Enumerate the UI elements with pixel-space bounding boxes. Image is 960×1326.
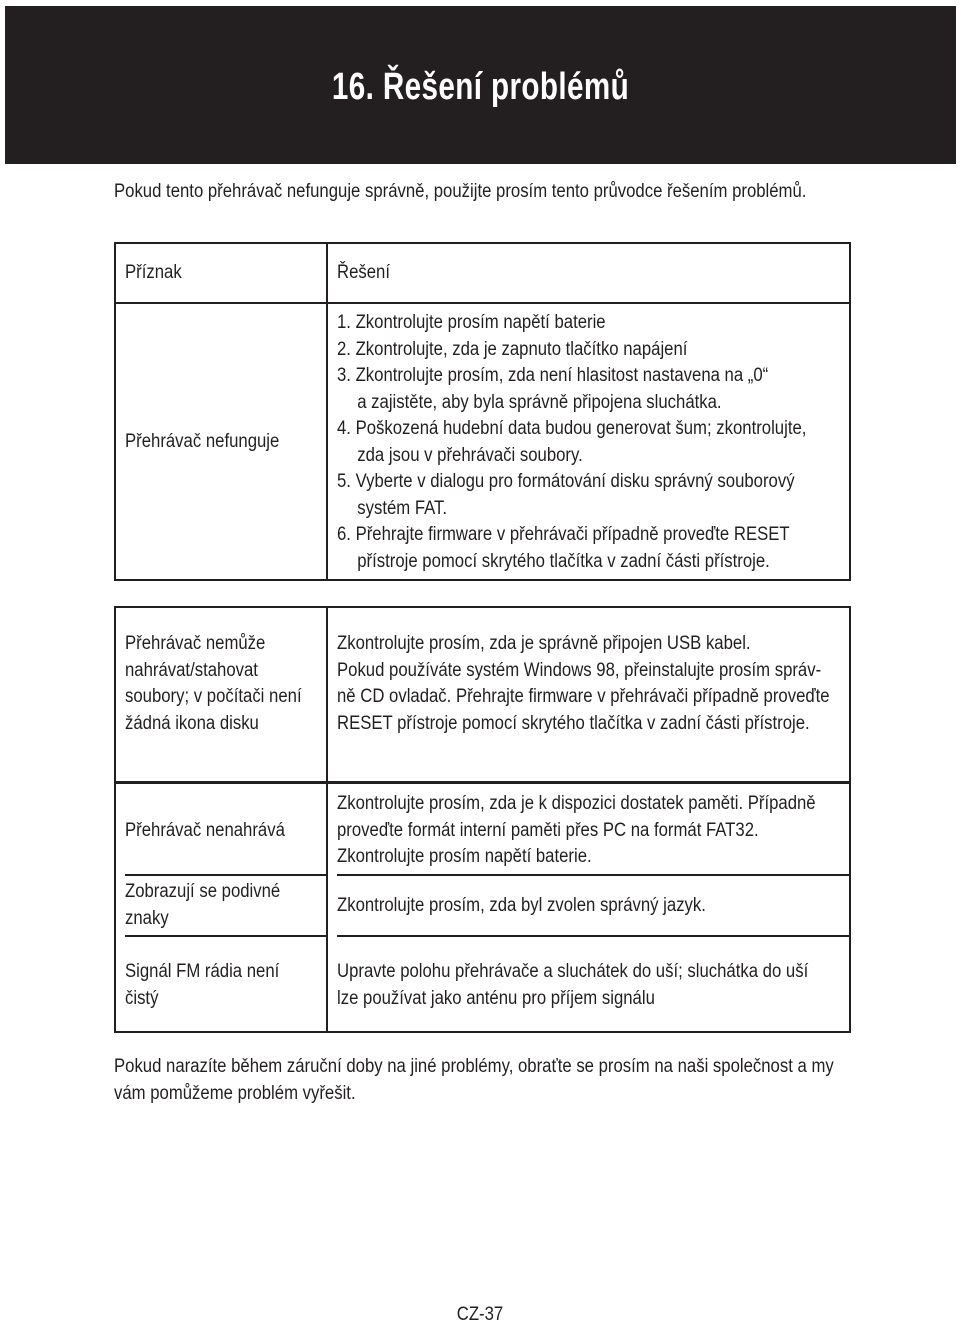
symptom-line: nahrávat/stahovat	[125, 659, 258, 681]
symptom-line: čistý	[125, 987, 159, 1009]
symptom-line: soubory; v počítači není	[125, 686, 302, 707]
solution-line: 4. Poškozená hudební data budou generovat šum; zkontrolujte,	[337, 418, 807, 439]
troubleshoot-table-2	[114, 606, 851, 783]
footer-line: Pokud narazíte během záruční doby na jiné problémy, obraťte se prosím na naši společnost a my	[114, 1056, 834, 1077]
symptom-fm-signal	[125, 959, 279, 1012]
symptom-line: Přehrávač nemůže	[125, 633, 266, 654]
solution-fm-signal	[337, 959, 808, 1012]
solution-line: Zkontrolujte prosím, zda je správně připojen USB kabel.	[337, 633, 751, 654]
footer-note	[114, 1053, 834, 1107]
column-divider	[326, 608, 328, 781]
solution-line: 3. Zkontrolujte prosím, zda není hlasitost nastavena na „0“	[337, 365, 769, 386]
solution-no-record	[337, 791, 816, 871]
symptom-line: Zobrazují se podivné	[125, 881, 281, 902]
symptom-strange-chars	[125, 879, 280, 932]
solution-cannot-transfer	[337, 631, 830, 737]
solution-line: Pokud používáte systém Windows 98, přeinstalujte prosím správ-	[337, 659, 822, 681]
solution-line: Zkontrolujte prosím, zda je k dispozici dostatek paměti. Případně	[337, 793, 816, 814]
row-divider	[337, 874, 849, 876]
symptom-cannot-transfer	[125, 631, 302, 737]
symptom-not-working: Přehrávač nefunguje	[125, 431, 280, 452]
solution-line: 1. Zkontrolujte prosím napětí baterie	[337, 312, 606, 333]
page-title: 16. Řešení problémů	[331, 66, 630, 108]
troubleshoot-table-1	[114, 242, 851, 581]
row-divider	[116, 302, 849, 304]
row-divider	[337, 935, 849, 937]
footer-line: vám pomůžeme problém vyřešit.	[114, 1083, 356, 1104]
solution-line: ně CD ovladač. Přehrajte firmware v přehrávači případně proveďte	[337, 686, 830, 707]
symptom-line: znaky	[125, 907, 169, 929]
solution-line: zda jsou v přehrávači soubory.	[357, 444, 583, 466]
solution-line: 2. Zkontrolujte, zda je zapnuto tlačítko napájení	[337, 338, 688, 360]
symptom-line: žádná ikona disku	[125, 712, 259, 734]
solution-not-working	[337, 310, 806, 575]
symptom-no-record: Přehrávač nenahrává	[125, 820, 285, 841]
solution-line: a zajistěte, aby byla správně připojena sluchátka.	[357, 391, 722, 413]
solution-line: proveďte formát interní paměti přes PC na formát FAT32.	[337, 819, 759, 841]
solution-line: 5. Vyberte v dialogu pro formátování disku správný souborový	[337, 471, 795, 492]
symptom-line: Signál FM rádia není	[125, 961, 280, 982]
solution-line: přístroje pomocí skrytého tlačítka v zadní části přístroje.	[357, 550, 770, 572]
troubleshoot-table-3	[114, 782, 851, 1033]
solution-line: lze používat jako anténu pro příjem signálu	[337, 987, 655, 1009]
header-solution: Řešení	[337, 262, 390, 283]
solution-line: 6. Přehrajte firmware v přehrávači případně proveďte RESET	[337, 524, 790, 545]
row-divider	[125, 935, 326, 937]
solution-line: RESET přístroje pomocí skrytého tlačítka v zadní části přístroje.	[337, 712, 810, 734]
column-divider	[326, 244, 328, 579]
page-number: CZ-37	[456, 1304, 504, 1325]
solution-line: Zkontrolujte prosím napětí baterie.	[337, 846, 592, 867]
solution-line: systém FAT.	[357, 497, 448, 519]
column-divider	[326, 784, 328, 1031]
intro-text: Pokud tento přehrávač nefunguje správně, použijte prosím tento průvodce řešením problémů.	[114, 181, 807, 202]
header-symptom: Příznak	[125, 262, 182, 283]
row-divider	[125, 874, 326, 876]
solution-strange-chars: Zkontrolujte prosím, zda byl zvolen správný jazyk.	[337, 895, 706, 916]
chapter-header	[5, 6, 956, 164]
solution-line: Upravte polohu přehrávače a sluchátek do uší; sluchátka do uší	[337, 961, 809, 982]
